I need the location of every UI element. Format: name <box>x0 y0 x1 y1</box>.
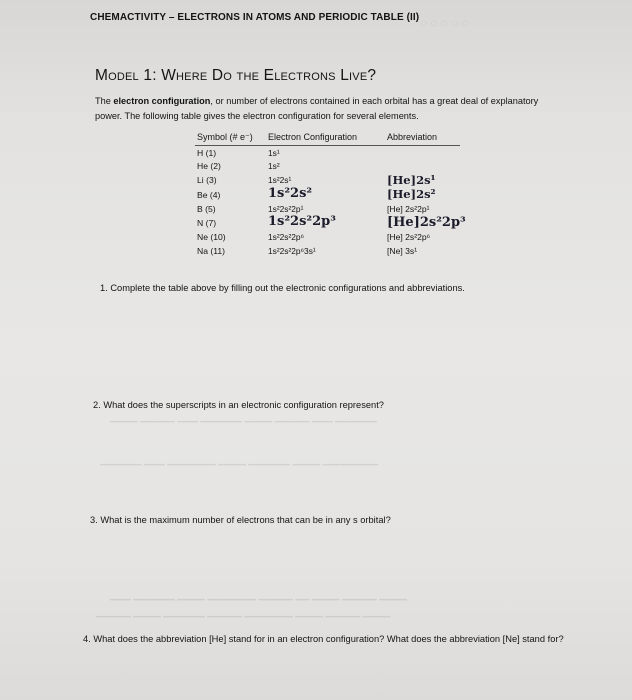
bleed-through-text: ▁▁▁▁▁▁ ▁▁▁ ▁▁▁▁▁▁▁ ▁▁▁▁ ▁▁▁▁▁▁ ▁▁▁▁ ▁▁▁▁▁▁▁▁ <box>100 455 379 465</box>
question-3: 3. What is the maximum number of electrons that can be in any s orbital? <box>90 515 391 525</box>
intro-term: electron configuration <box>113 96 211 106</box>
row-config: 1s²2s²2p⁶3s¹ <box>268 246 316 256</box>
row-symbol: N (7) <box>197 218 217 228</box>
row-config: 1s² <box>268 161 280 171</box>
bleed-through-text: ▁▁▁▁ ▁▁▁▁▁ ▁▁▁ ▁▁▁▁▁▁ ▁▁▁▁ ▁▁▁▁▁ ▁▁▁ ▁▁▁▁▁▁ <box>110 412 377 422</box>
row-symbol: H (1) <box>197 148 217 158</box>
question-1: 1. Complete the table above by filling out the electronic configurations and abbreviations. <box>100 283 465 293</box>
row-symbol: Na (11) <box>197 246 226 256</box>
row-config-handwritten: 1s²2s² <box>268 186 313 201</box>
bleed-through-text: ▁▁▁▁▁ ▁▁▁▁ ▁▁▁▁▁▁ ▁▁▁▁▁ ▁▁▁▁▁▁▁ ▁▁▁▁ ▁▁▁▁▁ ▁▁▁▁ <box>96 607 391 617</box>
row-symbol: B (5) <box>197 204 216 214</box>
row-config: 1s²2s²2p⁶ <box>268 232 305 242</box>
row-symbol: Li (3) <box>197 175 217 185</box>
row-abbr: [Ne] 3s¹ <box>387 246 418 256</box>
row-abbr: [He] 2s²2p¹ <box>387 204 430 214</box>
header-config: Electron Configuration <box>268 132 358 142</box>
row-symbol: Be (4) <box>197 190 221 200</box>
question-4: 4. What does the abbreviation [He] stand for in an electron configuration? What does the abbreviation [Ne] stand for? <box>83 634 564 644</box>
header-abbr: Abbreviation <box>387 132 438 142</box>
row-symbol: Ne (10) <box>197 232 226 242</box>
row-config: 1s²2s²2p¹ <box>268 204 304 214</box>
bleed-through-text: ▁▁▁ ▁▁▁▁▁▁ ▁▁▁▁ ▁▁▁▁▁▁▁ ▁▁▁▁▁ ▁▁ ▁▁▁▁ ▁▁▁▁▁ ▁▁▁▁ <box>110 590 407 600</box>
model-intro: The electron configuration, or number of electrons contained in each orbital has a great deal of explanatory power. The following table gives the electron configuration for several elements. <box>95 96 539 121</box>
row-abbr-handwritten: [He]2s² <box>387 187 436 201</box>
question-2: 2. What does the superscripts in an electronic configuration represent? <box>93 400 384 410</box>
row-abbr-handwritten: [He]2s¹ <box>387 173 436 187</box>
table-header-rule <box>195 145 460 146</box>
row-config-handwritten: 1s²2s²2p³ <box>268 214 336 229</box>
row-config: 1s²2s¹ <box>268 175 292 185</box>
header-symbol: Symbol (# e⁻) <box>197 132 253 142</box>
row-symbol: He (2) <box>197 161 221 171</box>
row-abbr-handwritten: [He]2s²2p³ <box>387 215 466 230</box>
worksheet-header: CHEMACTIVITY – ELECTRONS IN ATOMS AND PERIODIC TABLE (II) <box>90 12 420 23</box>
bleed-through-text: ◌ ◌ ◌ ◌ ◌ <box>420 16 469 30</box>
model-title: Model 1: Where Do the Electrons Live? <box>95 67 377 84</box>
row-config: 1s¹ <box>268 148 280 158</box>
row-abbr: [He] 2s²2p⁶ <box>387 232 431 242</box>
